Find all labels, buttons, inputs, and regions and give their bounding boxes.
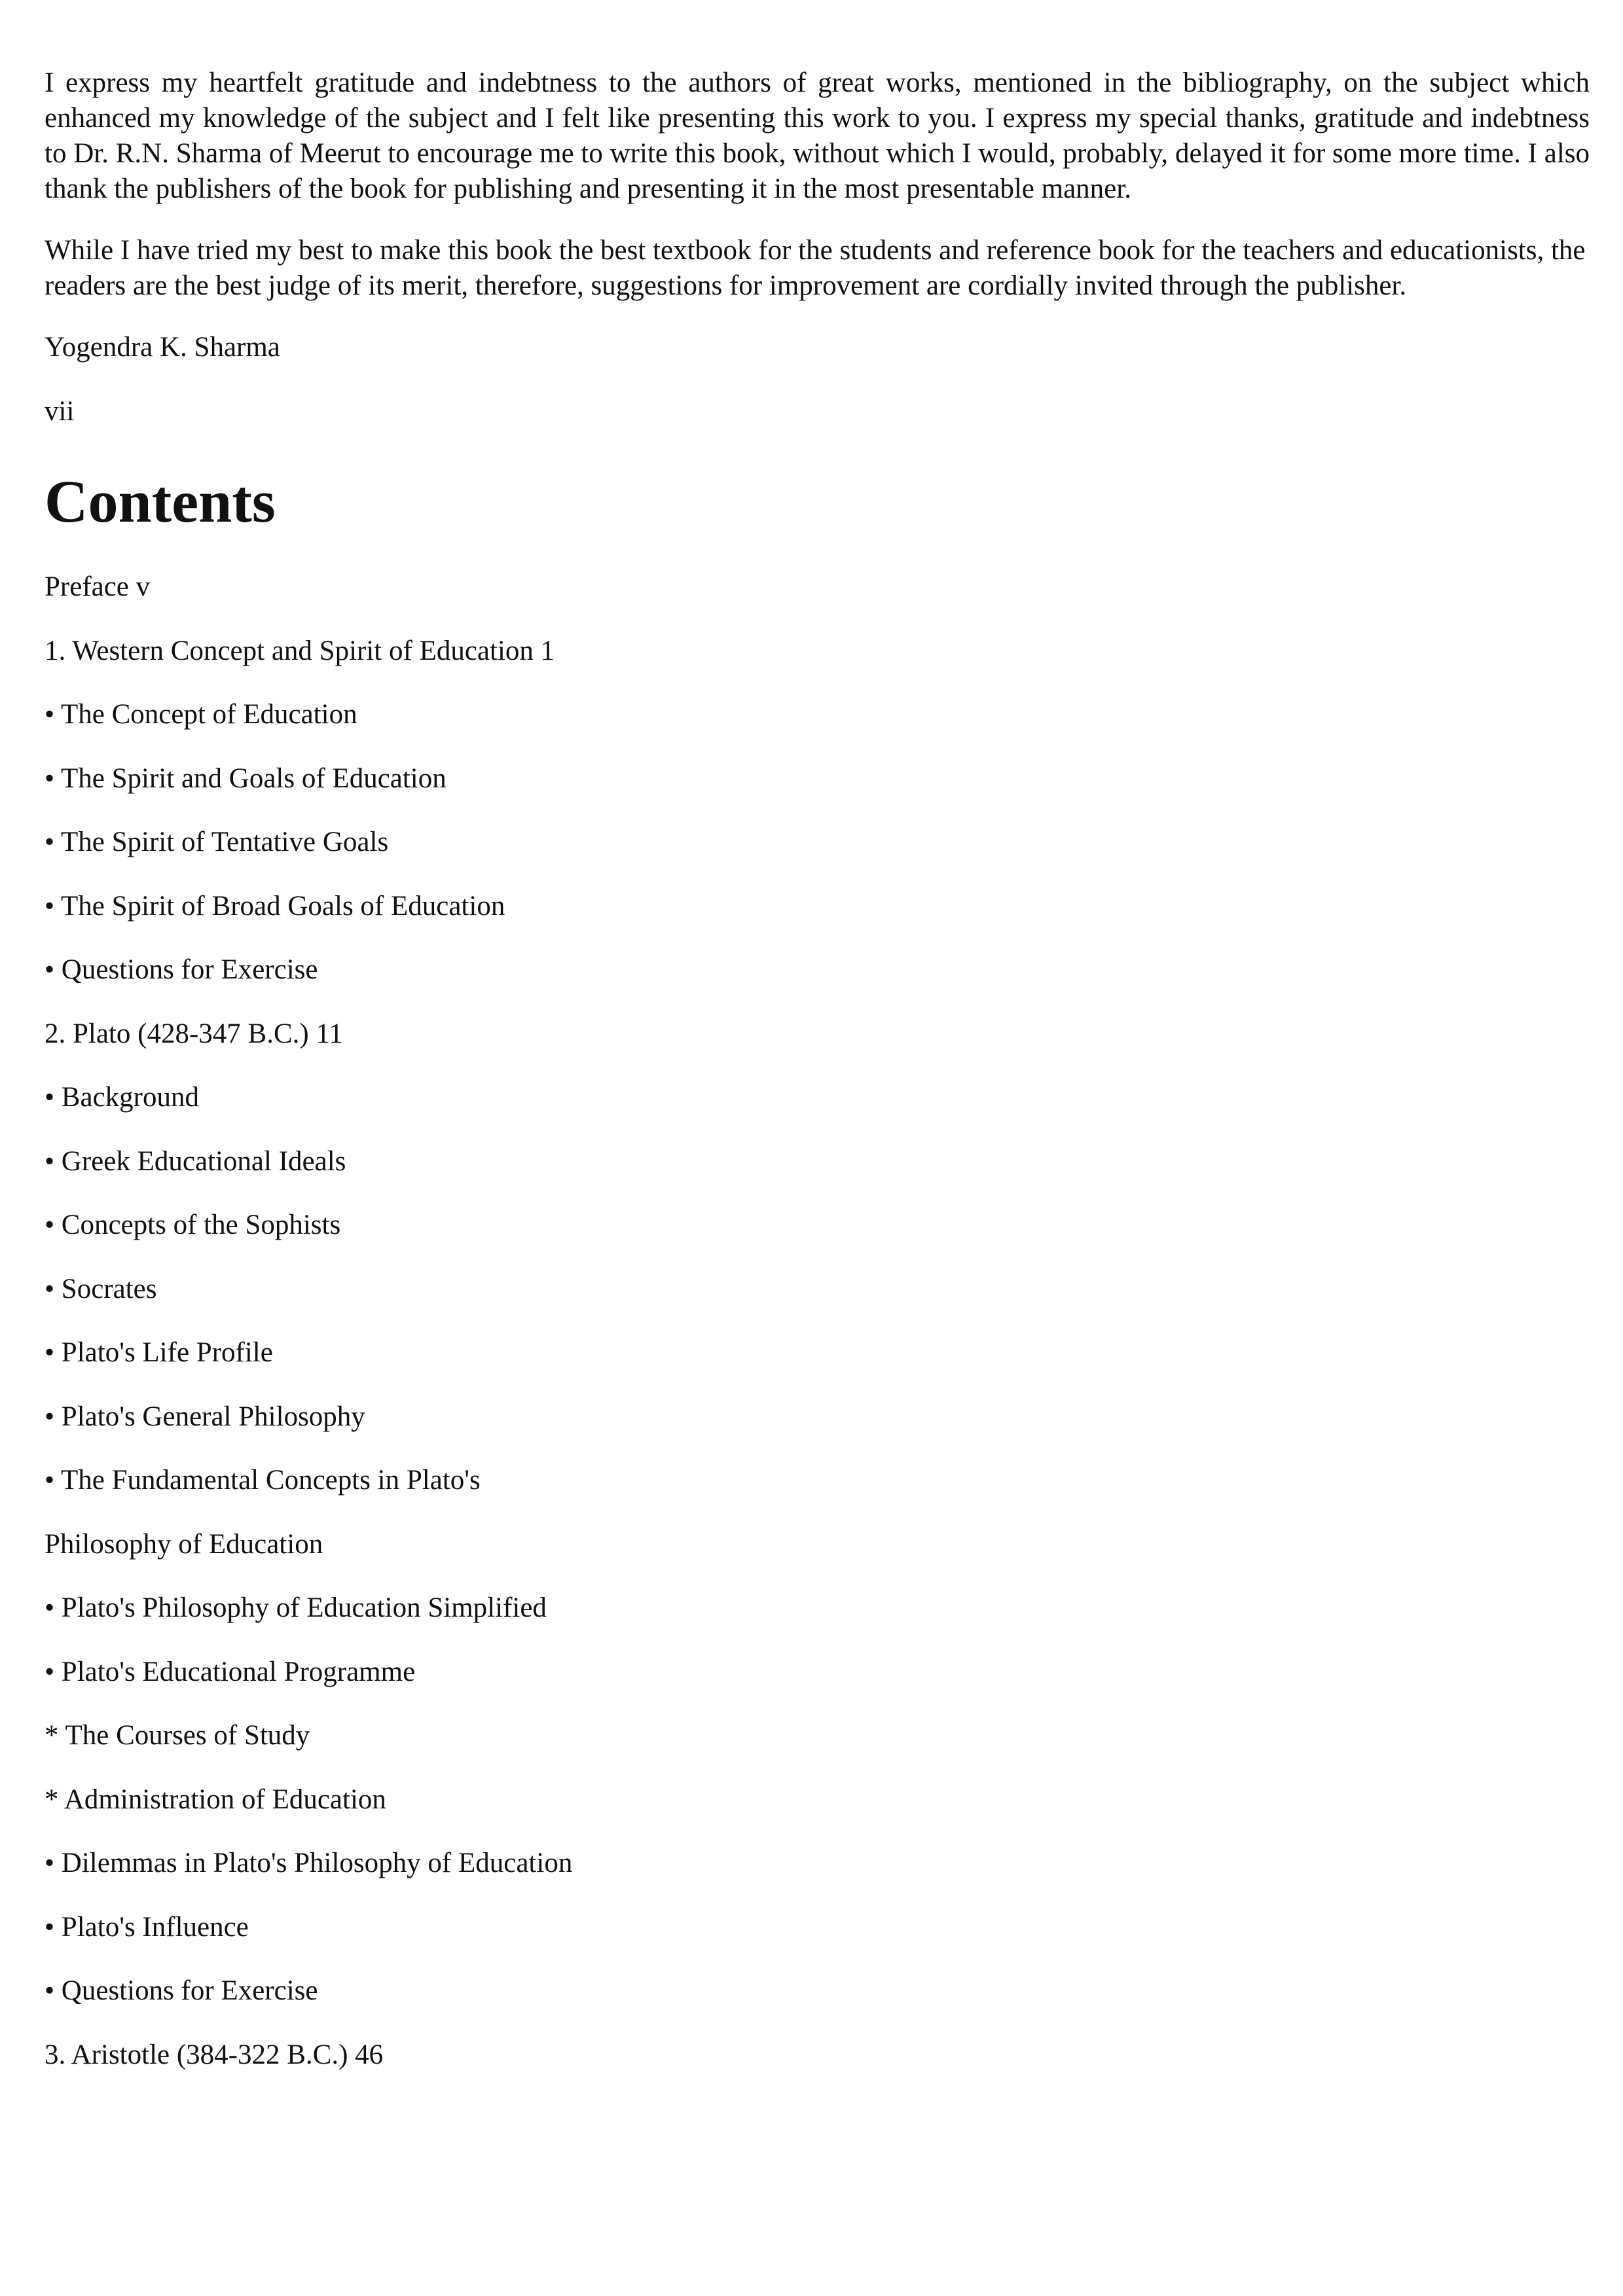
preface-paragraph-acknowledgement: I express my heartfelt gratitude and indebtness to the authors of great works, mentioned in the bibliography, on the subject which enhanced my knowledge of the subject and I felt like presenting this work to you. I express my special thanks, gratitude and indebtness to Dr. R.N. Sharma of Meerut to encourage me to write this book, without which I would, probably, delayed it for some more time. I also thank the publishers of the book for publishing and presenting it in the most presentable manner. (45, 67, 1590, 204)
document-page (45, 65, 1590, 2101)
toc-entry: • Plato's General Philosophy (45, 1401, 365, 1432)
toc-entry: • Plato's Philosophy of Education Simplified (45, 1592, 547, 1623)
toc-entry: • The Concept of Education (45, 699, 357, 730)
toc-entry: • The Spirit of Broad Goals of Education (45, 890, 505, 922)
toc-entry: • Socrates (45, 1273, 157, 1304)
table-of-contents (45, 569, 1590, 2101)
toc-entry: • Questions for Exercise (45, 954, 318, 985)
contents-heading: Contents (45, 468, 276, 535)
toc-entry: • Concepts of the Sophists (45, 1210, 341, 1240)
author-signature: Yogendra K. Sharma (45, 332, 280, 363)
toc-entry: • The Spirit and Goals of Education (45, 762, 447, 794)
toc-entry: 2. Plato (428-347 B.C.) 11 (45, 1018, 343, 1049)
toc-entry: Preface v (45, 571, 151, 602)
toc-entry: * Administration of Education (45, 1784, 386, 1815)
toc-entry: • Dilemmas in Plato's Philosophy of Education (45, 1848, 573, 1878)
toc-entry: 1. Western Concept and Spirit of Education 1 (45, 635, 555, 666)
toc-entry: • The Fundamental Concepts in Plato's (45, 1465, 481, 1496)
toc-entry: • Plato's Educational Programme (45, 1656, 416, 1687)
toc-entry: • Plato's Life Profile (45, 1337, 273, 1368)
preface-paragraph-suggestions: While I have tried my best to make this book the best textbook for the students and reference book for the teachers and educationists, the readers are the best judge of its merit, therefore, suggestions for improvement are cordially invited through the publisher. (45, 235, 1586, 301)
toc-entry: • Background (45, 1082, 199, 1113)
toc-entry: • The Spirit of Tentative Goals (45, 827, 389, 857)
toc-entry: • Plato's Influence (45, 1911, 249, 1943)
toc-entry: • Questions for Exercise (45, 1975, 318, 2006)
toc-entry: Philosophy of Education (45, 1528, 323, 1560)
toc-entry: 3. Aristotle (384-322 B.C.) 46 (45, 2039, 384, 2070)
toc-entry: • Greek Educational Ideals (45, 1145, 346, 1177)
page-number: vii (45, 396, 75, 427)
toc-entry: * The Courses of Study (45, 1720, 310, 1751)
